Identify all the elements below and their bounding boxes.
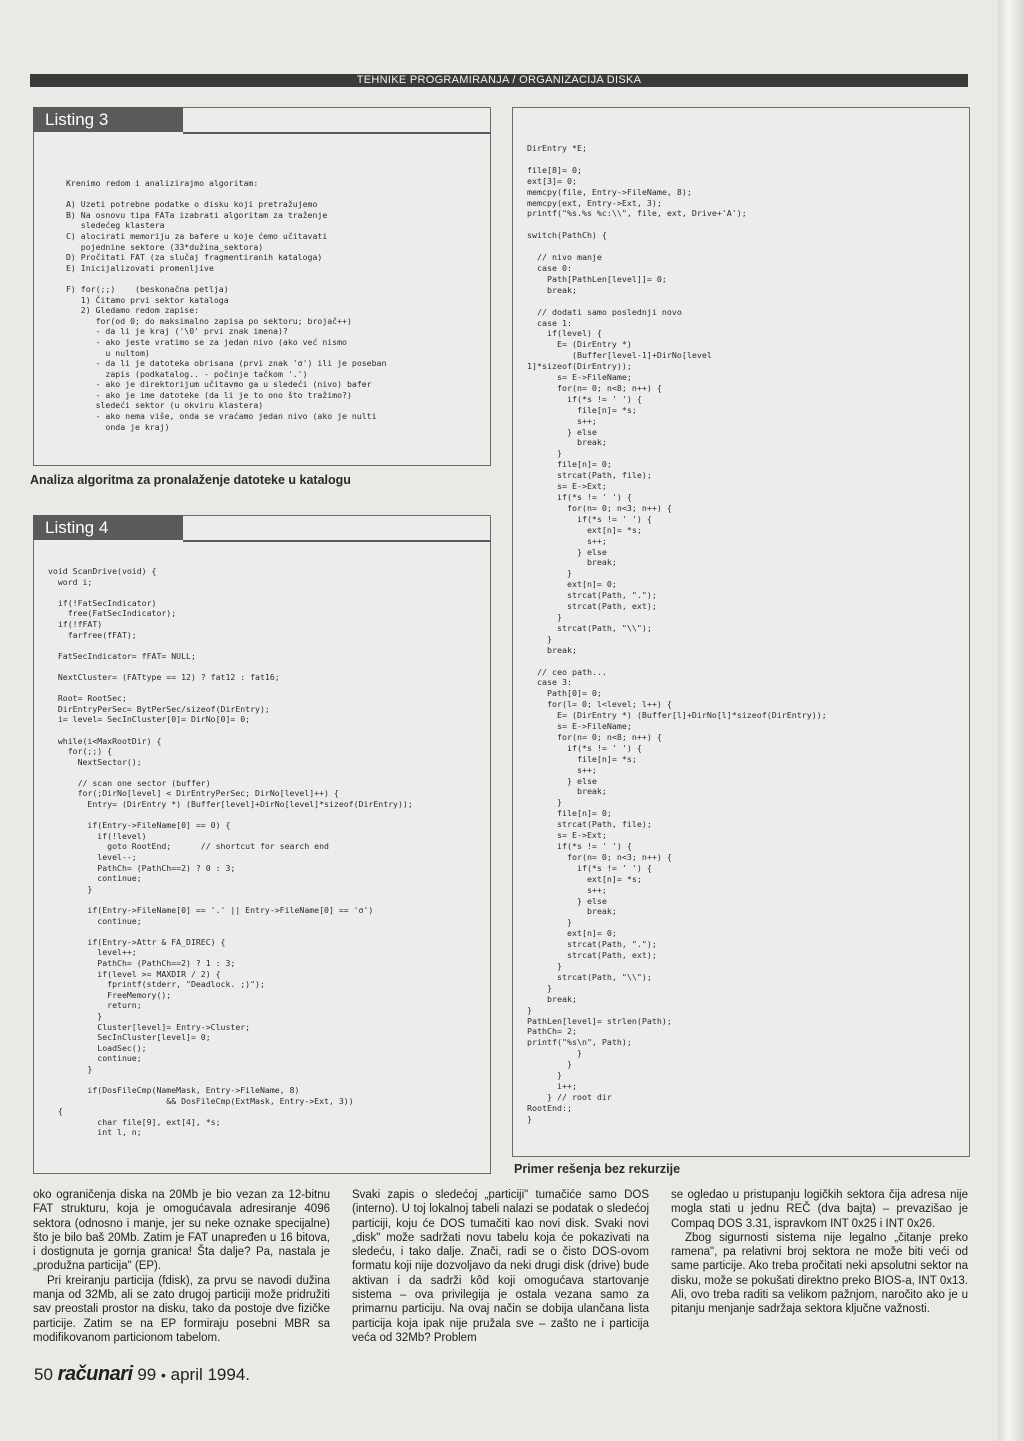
- right-listing-panel: [512, 107, 970, 1157]
- page-edge: [998, 0, 1024, 1441]
- col3-paragraph-1: se ogledao u pristupanju logičkih sektora čija adresa nije mogla stati u jednu REČ (dva bajta) – prevazišao je Compaq DOS 3.31, ispravkom INT 0x25 i INT 0x26.: [671, 1189, 968, 1230]
- col3-paragraph-2: Zbog sigurnosti sistema nije legalno „čitanje preko ramena", pa relativni broj sektora ne može biti veći od same particije. Ako treba pročitati neki apsolutni sektor na disku, može se pokušati direktno preko BIOS-a, INT 0x13. Ali, ovo treba raditi sa velikom pažnjom, naročito ako je u pitanju menjanje sadržaja sektora ključne važnosti.: [671, 1231, 968, 1316]
- section-header: TEHNIKE PROGRAMIRANJA / ORGANIZACIJA DISKA: [30, 74, 968, 87]
- col1-paragraph-2: Pri kreiranju particija (fdisk), za prvu se navodi dužina manja od 32Mb, ali se zato drugoj particiji može pridružiti sav preostali prostor na disku, tako da postoje dve fizičke particije. Zatim se na EP formiraju posebni MBR sa modifikovanom particionom tabelom.: [33, 1274, 330, 1344]
- listing-3-panel: [33, 107, 491, 466]
- col2-paragraph-1: Svaki zapis o sledećoj „particiji" tumačiće samo DOS (interno). U toj lokalnoj tabeli nalazi se podatak o sledećoj particiji, koju će DOS tumačiti kao novi disk. Svaki novi „disk" može sadržati novu tabelu koja će pokazivati na sledeću, i tako dalje. Znači, radi se o čisto DOS-ovom formatu koji nije dozvoljavo da neki drugi disk (drive) bude aktivan i da sadrži kôd koji omogućava startovanje sistema – ova privilegija je ostala vezana samo za primarnu particiju. Na ovaj način se dobija ulančana lista particija koja ipak nije pružala sve – zašto ne i particija veća od 32Mb? Problem: [352, 1189, 649, 1344]
- listing-3-title-rule: [183, 107, 491, 134]
- page-footer: [34, 1363, 250, 1386]
- listing-3-caption: Analiza algoritma za pronalaženje datoteke u katalogu: [30, 473, 351, 487]
- listing-4-title-rule: [183, 515, 491, 542]
- issue-number: 99: [137, 1365, 157, 1384]
- right-listing-caption: Primer rešenja bez rekurzije: [514, 1162, 681, 1176]
- listing-3-code: Krenimo redom i analizirajmo algoritam: A) Uzeti potrebne podatke o disku koji pretražujemo B) Na osnovu tipa FATa izabrati algoritam za traženje sledećeg klastera C) alocirati memoriju za bafere u koje ćemo učitavati pojednine sektore (33*dužina_sektora) D) Pročitati FAT (za slučaj fragmentiranih kataloga) E) Inicijalizovati promenljive F) for(;;) (beskonačna petlja) 1) Čitamo prvi sektor kataloga 2) Gledamo redom zapise: for(od 0; do maksimalno zapisa po sektoru; brojač++) - da li je kraj ('\0' prvi znak imena)? - ako jeste vratimo se za jedan nivo (ako već nismo u nultom) - da li je datoteka obrisana (prvi znak 'σ') ili je poseban zapis (podkatalog.. - počinje tačkom '.') - ako je direktorijum učitavmo ga u sledeći (nivo) bafer - ako je ime datoteke (da li je to ono što tražimo?) sledeći sektor (u okviru klastera) - ako nema više, onda se vraćamo jedan nivo (ako je nulti onda je kraj): [66, 178, 387, 432]
- listing-4-title: Listing 4: [33, 515, 183, 540]
- magazine-name: računari: [57, 1363, 133, 1385]
- right-listing-code: DirEntry *E; file[8]= 0; ext[3]= 0; memcpy(file, Entry->FileName, 8); memcpy(ext, Entry->Ext, 3); printf("%s.%s %c:\\", file, ext, Drive+'A'); switch(PathCh) { // nivo manje case 0: Path[PathLen[level]]= 0; break; // dodati samo poslednji novo case 1: if(level) { E= (DirEntry *) (Buffer[level-1]+DirNo[level 1]*sizeof(DirEntry)); s= E->FileName; for(n= 0; n<8; n++) { if(*s != ' ') { file[n]= *s; s++; } else break; } file[n]= 0; strcat(Path, file); s= E->Ext; if(*s != ' ') { for(n= 0; n<3; n++) { if(*s != ' ') { ext[n]= *s; s++; } else break; } ext[n]= 0; strcat(Path, "."); strcat(Path, ext); } strcat(Path, "\\"); } break; // ceo path... case 3: Path[0]= 0; for(l= 0; l<level; l++) { E= (DirEntry *) (Buffer[l]+DirNo[l]*sizeof(DirEntry)); s= E->FileName; for(n= 0; n<8; n++) { if(*s != ' ') { file[n]= *s; s++; } else break; } file[n]= 0; strcat(Path, file); s= E->Ext; if(*s != ' ') { for(n= 0; n<3; n++) { if(*s != ' ') { ext[n]= *s; s++; } else break; } ext[n]= 0; strcat(Path, "."); strcat(Path, ext); } strcat(Path, "\\"); } break; } PathLen[level]= strlen(Path); PathCh= 2; printf("%s\n", Path); } } } i++; } // root dir RootEnd:; }: [527, 143, 827, 1124]
- article-column-1: [33, 1188, 330, 1345]
- listing-4-code: void ScanDrive(void) { word i; if(!FatSecIndicator) free(FatSecIndicator); if(!fFAT) farfree(fFAT); FatSecIndicator= fFAT= NULL; NextCluster= (FATtype == 12) ? fat12 : fat16; Root= RootSec; DirEntryPerSec= BytPerSec/sizeof(DirEntry); i= level= SecInCluster[0]= DirNo[0]= 0; while(i<MaxRootDir) { for(;;) { NextSector(); // scan one sector (buffer) for(;DirNo[level] < DirEntryPerSec; DirNo[level]++) { Entry= (DirEntry *) (Buffer[level]+DirNo[level]*sizeof(DirEntry)); if(Entry->FileName[0] == 0) { if(!level) goto RootEnd; // shortcut for search end level--; PathCh= (PathCh==2) ? 0 : 3; continue; } if(Entry->FileName[0] == '.' || Entry->FileName[0] == 'σ') continue; if(Entry->Attr & FA_DIREC) { level++; PathCh= (PathCh==2) ? 1 : 3; if(level >= MAXDIR / 2) { fprintf(stderr, "Deadlock. ;)"); FreeMemory(); return; } Cluster[level]= Entry->Cluster; SecInCluster[level]= 0; LoadSec(); continue; } if(DosFileCmp(NameMask, Entry->FileName, 8) && DosFileCmp(ExtMask, Entry->Ext, 3)) { char file[9], ext[4], *s; int l, n;: [48, 566, 413, 1138]
- article-column-2: [352, 1188, 649, 1345]
- bullet-separator: •: [160, 1367, 166, 1383]
- page-number: 50: [34, 1365, 53, 1384]
- article-column-3: [671, 1188, 968, 1317]
- issue-date: april 1994.: [170, 1365, 251, 1384]
- col1-paragraph-1: oko ograničenja diska na 20Mb je bio vezan za 12-bitnu FAT strukturu, koja je omogućavala adresiranje 4096 sektora (odnosno i manje, jer su neke oznake specijalne) što je bilo baš 20Mb. Zatim je FAT unapređen u 16 bitova, i dostignuta je gornja granica! Šta dalje? Pa, nastala je „produžna particija" (EP).: [33, 1189, 330, 1273]
- listing-3-title: Listing 3: [33, 107, 183, 132]
- listing-4-panel: [33, 515, 491, 1174]
